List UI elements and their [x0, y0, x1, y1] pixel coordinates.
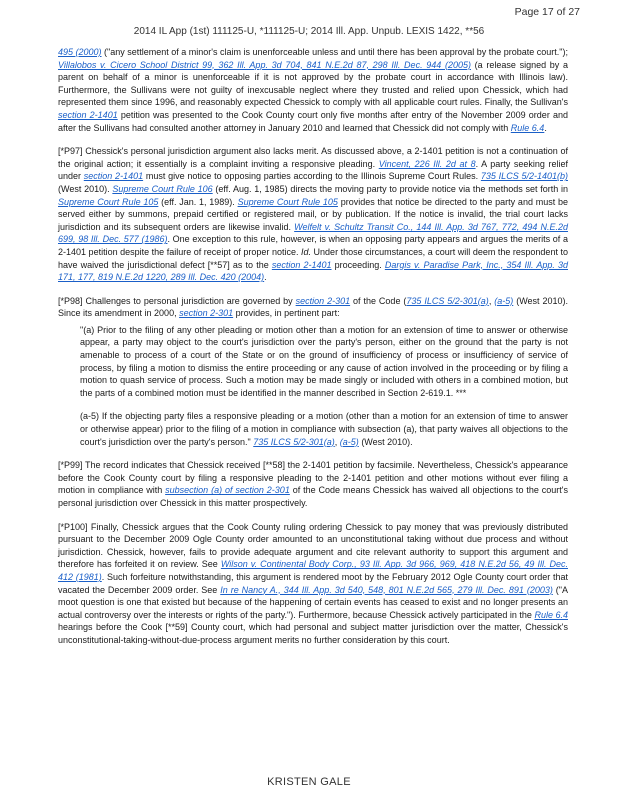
statute-link[interactable]: subsection (a) of section 2-301 [165, 485, 290, 496]
block-quote [80, 324, 568, 448]
statute-link[interactable]: section 2-301 [295, 295, 351, 306]
statute-link[interactable]: section 2-1401 [271, 259, 332, 270]
case-link[interactable]: Welfelt v. Schultz Transit Co., 144 Ill. App. 3d 767, 772, 494 N.E.2d 699, 98 Ill. Dec. 577 (1986) [58, 221, 569, 245]
rule-link[interactable]: Rule 6.4 [534, 609, 568, 620]
rule-link[interactable]: Rule 6.4 [510, 122, 545, 133]
quote-subsection-a: "(a) Prior to the filing of any other pleading or motion other than a motion for an extension of time to answer or otherwise appear, a party may object to the court's jurisdiction over the party's person, either on the ground that the party is not amenable to process of a court of the State or on the ground of insufficiency of process or insufficiency of service of process, by filing a motion to dismiss the entire proceeding or any cause of action involved in the proceeding or by filing a motion to quash service of process. Such a motion may be made singly or included with others in a combined motion, but the parts of a combined motion must be identified in the manner described in Section 2-619.1. *** [80, 324, 568, 398]
statute-link[interactable]: 735 ILCS 5/2-1401(b) [480, 171, 568, 182]
statute-link[interactable]: section 2-1401 [83, 171, 144, 182]
paragraph-p99: [*P99] The record indicates that Chessick received [**58] the 2-1401 petition by facsimile. Nevertheless, Chessick's appearance before the Cook County court by filing a responsive pleading to the 2-1401 petition and other motions without ever filing a motion in compliance with subsection (a) of section 2-301 of the Code means Chessick has waived all objections to the court's personal jurisdiction over Chessick in this matter prospectively. [58, 460, 568, 508]
statute-link[interactable]: (a-5) [494, 295, 514, 306]
rule-link[interactable]: Supreme Court Rule 105 [237, 196, 338, 207]
document-body [58, 46, 568, 658]
paragraph-p96-continued: 495 (2000) ("any settlement of a minor's claim is unenforceable unless and until there has been approval by the probate court."); Villalobos v. Cicero School District 99, 362 Ill. App. 3d 704, 841 N.E.2d 87, 298 Ill. Dec. 944 (2005) (a release signed by a parent on behalf of a minor is unenforceable if it is not approved by the probate court in accordance with Illinois law). Furthermore, the Sullivans were not guilty of inexcusable neglect where they trusted and relied upon Chessick, which had represented them since 1996, and reasonably expected Chessick to comply with all applicable court rules. Finally, the Sullivan's section 2-1401 petition was presented to the Cook County court only five months after entry of the November 2009 order and after the Sullivans had consulted another attorney in January 2010 and learned that Chessick did not comply with Rule 6.4. [58, 47, 568, 133]
statute-link[interactable]: 735 ILCS 5/2-301(a) [253, 436, 335, 447]
rule-link[interactable]: Supreme Court Rule 105 [58, 196, 159, 207]
case-link[interactable]: Villalobos v. Cicero School District 99, 362 Ill. App. 3d 704, 841 N.E.2d 87, 298 Ill. Dec. 944 (2005) [58, 59, 471, 70]
statute-link[interactable]: (a-5) [339, 436, 359, 447]
case-link[interactable]: In re Nancy A., 344 Ill. App. 3d 540, 548, 801 N.E.2d 565, 279 Ill. Dec. 891 (2003) [220, 584, 553, 595]
statute-link[interactable]: section 2-1401 [58, 109, 118, 120]
paragraph-p98: [*P98] Challenges to personal jurisdiction are governed by section 2-301 of the Code (735 ILCS 5/2-301(a), (a-5) (West 2010). Since its amendment in 2000, section 2-301 provides, in pertinent part: [58, 295, 568, 319]
statute-link[interactable]: section 2-301 [179, 308, 234, 319]
page-footer: KRISTEN GALE [267, 776, 351, 788]
case-link[interactable]: Dargis v. Paradise Park, Inc., 354 Ill. App. 3d 171, 177, 819 N.E.2d 1220, 289 Ill. Dec. 420 (2004) [58, 259, 569, 283]
quote-subsection-a5: (a-5) If the objecting party files a responsive pleading or a motion (other than a motion for an extension of time to answer or otherwise appear) prior to the filing of a motion in compliance with subsection (a), that party waives all objections to the court's jurisdiction over the party's person." 735 ILCS 5/2-301(a), (a-5) (West 2010). [80, 411, 568, 447]
statute-link[interactable]: 735 ILCS 5/2-301(a) [406, 295, 489, 306]
paragraph-p97: [*P97] Chessick's personal jurisdiction argument also lacks merit. As discussed above, a 2-1401 petition is not a continuation of the original action; it essentially is a complaint inviting a responsive pleading. Vincent, 226 Ill. 2d at 8. A party seeking relief under section 2-1401 must give notice to opposing parties according to the Illinois Supreme Court Rules. 735 ILCS 5/2-1401(b) (West 2010). Supreme Court Rule 106 (eff. Aug. 1, 1985) directs the moving party to provide notice via the methods set forth in Supreme Court Rule 105 (eff. Jan. 1, 1989). Supreme Court Rule 105 provides that notice be directed to the party and must be served either by summons, prepaid certified or registered mail, or by publication. If the notice is invalid, the trial court lacks jurisdiction and its subsequent orders are likewise invalid. Welfelt v. Schultz Transit Co., 144 Ill. App. 3d 767, 772, 494 N.E.2d 699, 98 Ill. Dec. 577 (1986). One exception to this rule, however, is when an opposing party appears and argues the merits of a 2-1401 petition despite the failure of receipt of proper notice. Id. Under those circumstances, a court will deem the respondent to have waived the jurisdictional defect [**57] as to the section 2-1401 proceeding. Dargis v. Paradise Park, Inc., 354 Ill. App. 3d 171, 177, 819 N.E.2d 1220, 289 Ill. Dec. 420 (2004). [58, 146, 569, 283]
page-number: Page 17 of 27 [514, 6, 580, 18]
case-citation-header: 2014 IL App (1st) 111125-U, *111125-U; 2014 Ill. App. Unpub. LEXIS 1422, **56 [133, 26, 485, 37]
case-link[interactable]: 495 (2000) [58, 47, 102, 57]
case-link[interactable]: Vincent, 226 Ill. 2d at 8 [378, 158, 476, 169]
case-link[interactable]: Wilson v. Continental Body Corp., 93 Ill. App. 3d 966, 969, 418 N.E.2d 56, 49 Ill. Dec. 412 (1981) [58, 559, 568, 582]
paragraph-p100: [*P100] Finally, Chessick argues that the Cook County ruling ordering Chessick to pay money that was previously distributed pursuant to the December 2009 Ogle County order amounted to an unconstitutional taking without due process and without jurisdiction. Chessick, however, fails to provide adequate argument and cite relevant authority to support this argument and therefore has forfeited it on review. See Wilson v. Continental Body Corp., 93 Ill. App. 3d 966, 969, 418 N.E.2d 56, 49 Ill. Dec. 412 (1981). Such forfeiture notwithstanding, this argument is rendered moot by the February 2012 Ogle County court order that vacated the December 2009 order. See In re Nancy A., 344 Ill. App. 3d 540, 548, 801 N.E.2d 565, 279 Ill. Dec. 891 (2003) ("A moot question is one that existed but because of the happening of certain events has ceased to exist and no longer presents an actual controversy over the interests or rights of the party."). Furthermore, because Chessick actively participated in the Rule 6.4 hearings before the Cook [**59] County court, which had personal and subject matter jurisdiction over the matter, Chessick's unconstitutional-taking-without-due-process argument merits no further consideration by this court. [58, 521, 568, 645]
rule-link[interactable]: Supreme Court Rule 106 [112, 183, 213, 194]
